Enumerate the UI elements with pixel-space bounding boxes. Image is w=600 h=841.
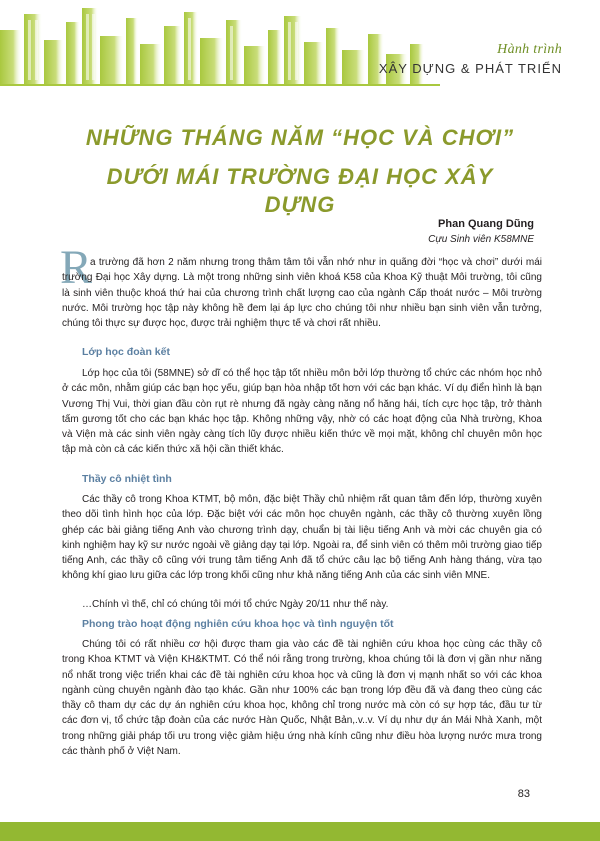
author-name: Phan Quang Dũng	[438, 218, 534, 230]
section-paragraph: Chúng tôi có rất nhiều cơ hội được tham gia vào các đề tài nghiên cứu khoa học cùng các thầy cô trong Khoa KTMT và Viện KH&KTMT. Có thể nói rằng trong trường, khoa chúng tôi là đơn vị gần như năng nổ nhất trong việc triển khai các đề tài nghiên cứu khoa học và cũng là đơn vị mạnh nhất so với các khoa ngành cùng chuyên ngành đào tạo khác. Gần như 100% các bạn trong lớp đều đã và đang theo cùng các thầy cô tham dự các dự án nghiên cứu khoa học, không chỉ trong nước mà còn có sự hợp tác, đầu tư từ các đơn vị, tổ chức tập đoàn của các nước Hàn Quốc, Nhật Bản,.v..v. Ví dụ như dự án Mái Nhà Xanh, một trong những giải pháp tối ưu trong việc giảm hiệu ứng nhà kính cũng như điều hòa lượng nước mưa trong các thành phố ở Việt Nam.	[62, 639, 542, 758]
drop-cap: R	[60, 241, 93, 294]
footer-bar	[0, 822, 600, 841]
series-title: XÂY DỰNG & PHÁT TRIỂN	[378, 61, 562, 76]
author-role: Cựu Sinh viên K58MNE	[428, 234, 534, 245]
section-heading: Lớp học đoàn kết	[82, 346, 170, 358]
intro-paragraph: a trường đã hơn 2 năm nhưng trong thâm tâm tôi vẫn nhớ như in quãng đời “học và chơi” dưới mái trường Đại học Xây dựng. Là một trong những sinh viên khoá K58 của Khoa Kỹ thuật Môi trường, tôi cũng là sinh viên thuộc khoá thứ hai của chương trình chất lượng cao của ngành Cấp thoát nước – Môi trường nước. Môi trường học tập này không hề đem lại áp lực cho chúng tôi như nhiều bạn sinh viên vẫn tưởng, chúng tôi thực sự được học, được trải nghiệm thực tế và chơi rất nhiều.	[62, 257, 542, 330]
article-title-line-2: DƯỚI MÁI TRƯỜNG ĐẠI HỌC XÂY DỰNG	[106, 164, 494, 217]
section-paragraph: …Chính vì thế, chỉ có chúng tôi mới tổ chức Ngày 20/11 như thế này.	[82, 599, 389, 610]
page-number: 83	[517, 788, 530, 800]
section-heading: Phong trào hoạt động nghiên cứu khoa học và tình nguyện tốt	[82, 618, 394, 630]
series-name: Hành trình	[497, 42, 562, 57]
article-title-line-1: NHỮNG THÁNG NĂM “HỌC VÀ CHƠI”	[85, 125, 515, 150]
section-heading: Thầy cô nhiệt tình	[82, 473, 172, 485]
section-paragraph: Các thầy cô trong Khoa KTMT, bộ môn, đặc biệt Thầy chủ nhiệm rất quan tâm đến lớp, thường xuyên theo dõi tình hình học của lớp. Đặc biệt với các môn học chuyên ngành, các thầy cô thường xuyên lồng ghép các bài giảng tiếng Anh vào chương trình dạy, chuẩn bị tài liệu tiếng Anh và mời các chuyên gia có kinh nghiệm hay kỹ sư nước ngoài về giảng dạy tại lớp. Ngoài ra, để sinh viên có thêm môi trường giao tiếp tiếng Anh, các thầy cô cũng với trung tâm tiếng Anh đã tổ chức câu lạc bộ tiếng Anh hàng tháng, vừa tạo không khí giao lưu giữa các lớp trong khối cũng như khả năng tiếng Anh của các sinh viên MNE.	[62, 494, 542, 582]
section-paragraph: Lớp học của tôi (58MNE) sở dĩ có thể học tập tốt nhiều môn bởi lớp thường tổ chức các nhóm học nhỏ ở các môn, nhằm giúp các bạn học yếu, giúp bạn hòa nhập tốt hơn với các bạn khác. Ví dụ điển hình là bạn Vương Thị Vui, thời gian đầu còn rụt rè nhưng đã ngày càng năng nổ hăng hái, tích cực học tập, trở thành tấm gương tốt cho các bạn khác học tập. Không những vậy, nhờ có các hoạt động của Nhà trường, Khoa và Viện mà các sinh viên ngày càng tích lũy được nhiều kiến thức về mọi mặt, không chỉ chuyên môn học tập mà còn cả các kiến thức xã hội cần thiết khác.	[62, 368, 542, 456]
